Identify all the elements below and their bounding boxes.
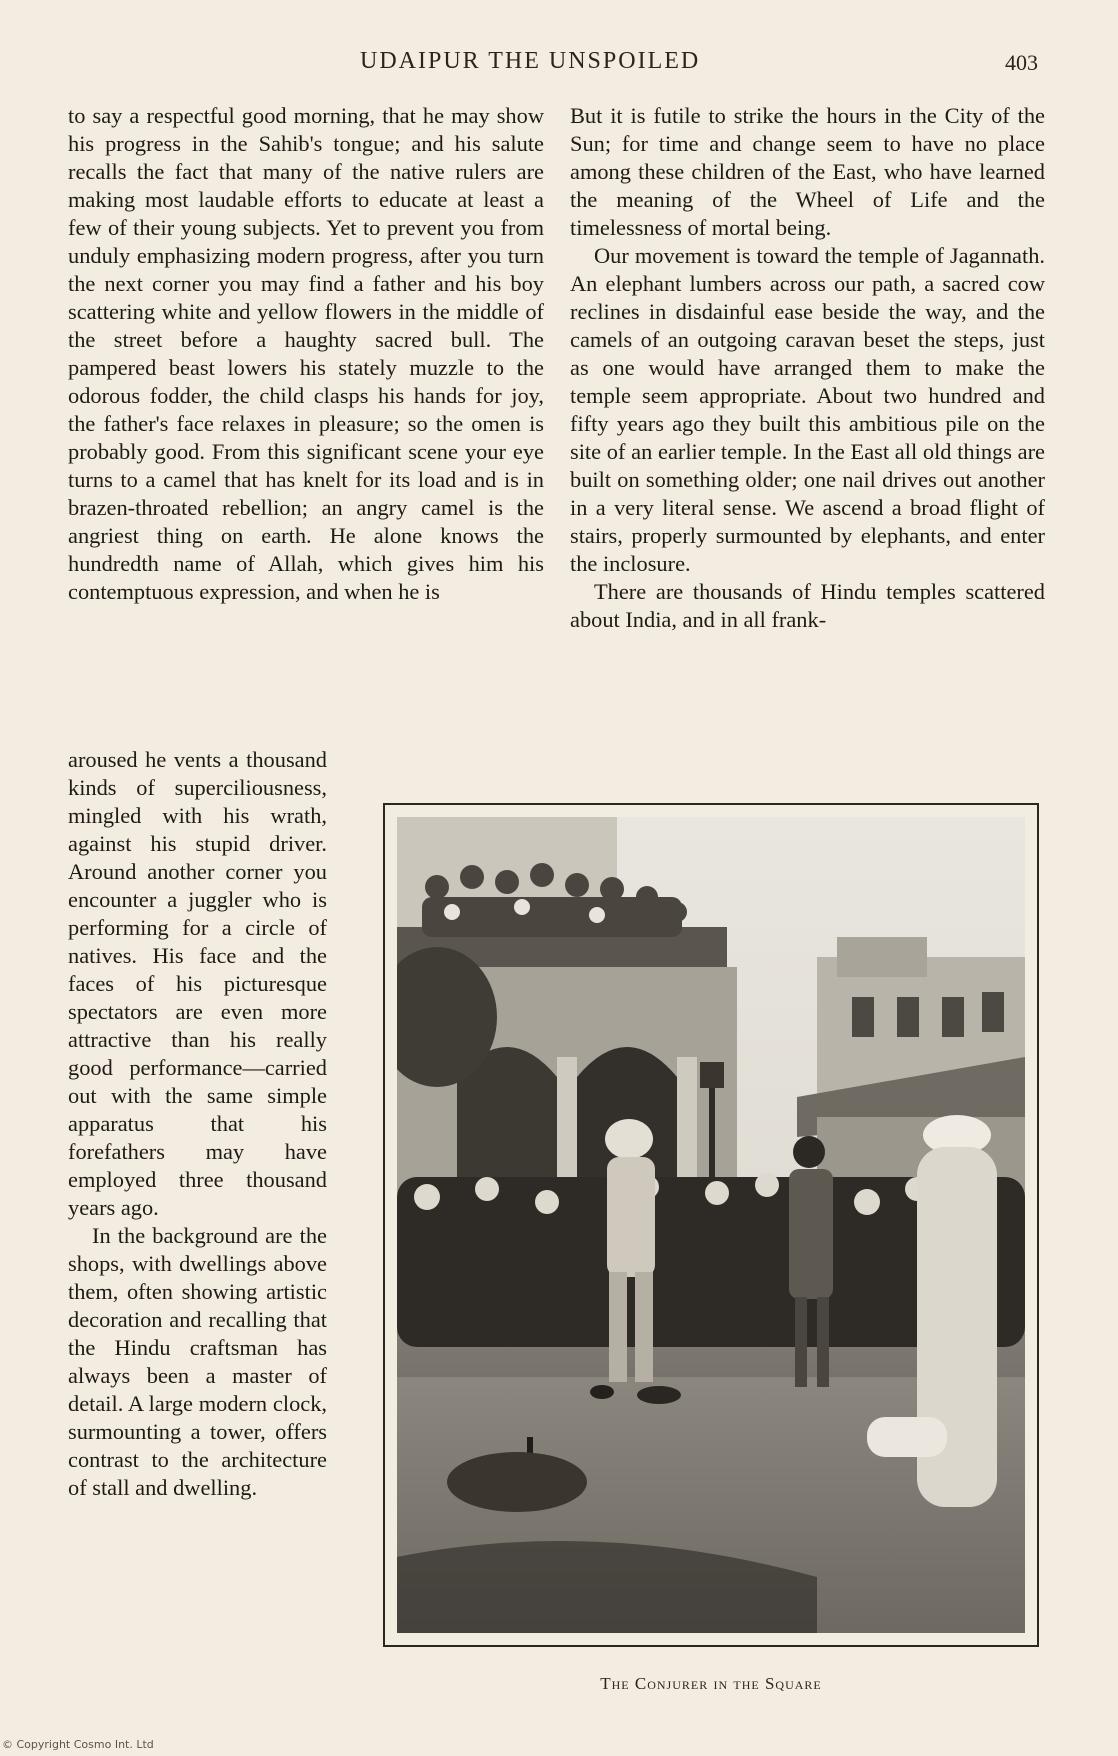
right-paragraph-3: There are thousands of Hindu temples scattered about India, and in all frank- <box>570 579 1045 632</box>
photo-frame <box>383 803 1039 1647</box>
figure-caption <box>383 1674 1039 1694</box>
left-narrow-paragraph-2: In the background are the shops, with dwellings above them, often showing artistic decoration and recalling that the Hindu craftsman has always been a master of detail. A large modern clock, surmounting a tower, offers contrast to the architecture of stall and dwelling. <box>68 1223 327 1500</box>
right-paragraph-2: Our movement is toward the temple of Jagannath. An elephant lumbers across our path, a sacred cow reclines in disdainful ease beside the way, and the camels of an outgoing caravan beset the steps, just as one would have arranged them to make the temple seem appropriate. About two hundred and fifty years ago they built this ambitious pile on the site of an earlier temple. In the East all old things are built on something older; one nail drives out another in a very literal sense. We ascend a broad flight of stairs, properly surmounted by elephants, and enter the inclosure. <box>570 243 1045 576</box>
figure-caption-text: The Conjurer in the Square <box>600 1674 822 1693</box>
running-title: UDAIPUR THE UNSPOILED <box>360 48 701 74</box>
right-paragraph-1: But it is futile to strike the hours in the City of the Sun; for time and change seem to have no place among these children of the East, who have learned the meaning of the Wheel of Life and the timelessness of mortal being. <box>570 103 1045 240</box>
copyright-notice: © Copyright Cosmo Int. Ltd <box>2 1738 154 1751</box>
page-number: 403 <box>1005 50 1038 75</box>
right-column <box>570 102 1045 634</box>
left-column-paragraph: to say a respectful good morning, that he may show his progress in the Sahib's tongue; and his salute recalls the fact that many of the native rulers are making most laudable efforts to educate at least a few of their young subjects. Yet to prevent you from unduly emphasizing modern progress, after you turn the next corner you may find a father and his boy scattering white and yellow flowers in the middle of the street before a haughty sacred bull. The pampered beast lowers his stately muzzle to the odorous fodder, the child clasps his hands for joy, the father's face relaxes in pleasure; so the omen is probably good. From this significant scene your eye turns to a camel that has knelt for its load and is in brazen-throated rebellion; an angry camel is the angriest thing on earth. He alone knows the hundredth name of Allah, which gives him his contemptuous expression, and when he is <box>68 103 544 604</box>
left-column-narrow <box>68 746 327 1502</box>
photo-illustration <box>397 817 1025 1633</box>
conjurer-photograph <box>397 817 1025 1633</box>
left-column-top <box>68 102 544 606</box>
left-narrow-paragraph-1: aroused he vents a thousand kinds of superciliousness, mingled with his wrath, against his stupid driver. Around another corner you encounter a juggler who is performing for a circle of natives. His face and the faces of his picturesque spectators are even more attractive than his really good performance—carried out with the same simple apparatus that his forefathers may have employed three thousand years ago. <box>68 747 327 1220</box>
